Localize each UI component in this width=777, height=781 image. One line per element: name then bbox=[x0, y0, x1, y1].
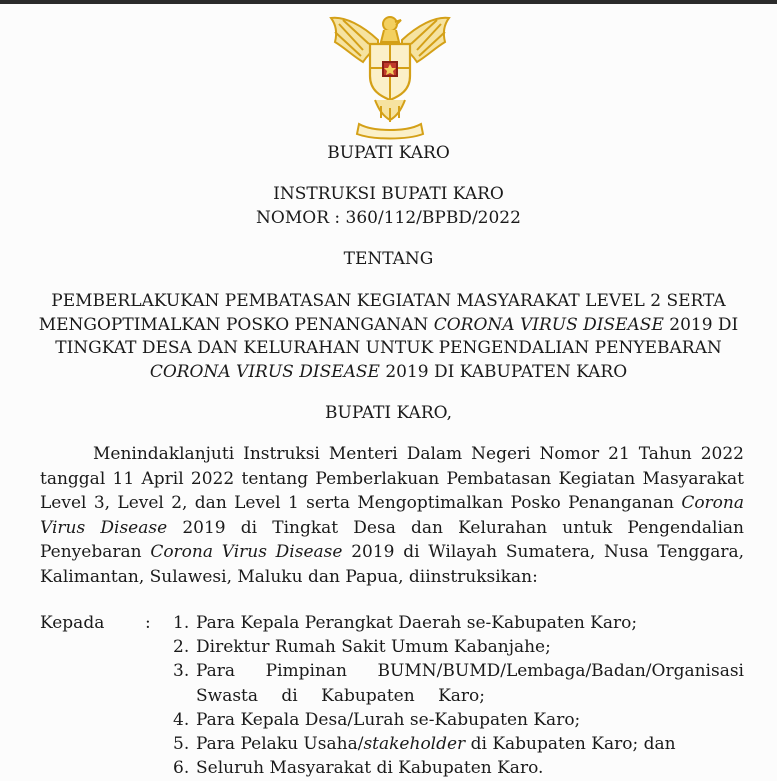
recipient-item: 5. Para Pelaku Usaha/stakeholder di Kabupaten Karo; dan bbox=[173, 734, 676, 755]
garuda-emblem-icon bbox=[323, 6, 457, 140]
recipient-item: 6. Seluruh Masyarakat di Kabupaten Karo. bbox=[173, 758, 544, 779]
title-line-4: CORONA VIRUS DISEASE 2019 DI KABUPATEN KARO bbox=[149, 361, 628, 382]
title-line-3: TINGKAT DESA DAN KELURAHAN UNTUK PENGENDALIAN PENYEBARAN bbox=[55, 338, 722, 358]
recipient-item: 4. Para Kepala Desa/Lurah se-Kabupaten Karo; bbox=[173, 709, 581, 730]
document-number: NOMOR : 360/112/BPBD/2022 bbox=[256, 208, 521, 228]
recipient-item: 3. Para Pimpinan BUMN/BUMD/Lembaga/Badan/Organisasi Swasta di Kabupaten Karo; bbox=[173, 661, 744, 706]
document-title bbox=[0, 290, 777, 384]
recipient-item: 1. Para Kepala Perangkat Daerah se-Kabupaten Karo; bbox=[173, 613, 638, 633]
official-heading: BUPATI KARO bbox=[327, 143, 450, 163]
title-line-1: PEMBERLAKUKAN PEMBATASAN KEGIATAN MASYARAKAT LEVEL 2 SERTA bbox=[51, 291, 726, 311]
recipients-label: Kepada bbox=[40, 613, 105, 633]
about-heading: TENTANG bbox=[343, 249, 434, 269]
document-type: INSTRUKSI BUPATI KARO bbox=[273, 184, 504, 204]
preamble-paragraph: Menindaklanjuti Instruksi Menteri Dalam Negeri Nomor 21 Tahun 2022 tanggal 11 April 2022 tentang Pemberlakuan Pembatasan Kegiatan Masyarakat Level 3, Level 2, dan Level 1 serta Mengoptimalkan Posko Penanganan Corona Virus Disease 2019 di Tingkat Desa dan Kelurahan untuk Pengendalian Penyebaran Corona Virus Disease 2019 di Wilayah Sumatera, Nusa Tenggara, Kalimantan, Sulawesi, Maluku dan Papua, diinstruksikan: bbox=[40, 444, 745, 587]
recipient-list bbox=[173, 611, 744, 780]
recipient-item: 2. Direktur Rumah Sakit Umum Kabanjahe; bbox=[173, 637, 551, 658]
title-line-2: MENGOPTIMALKAN POSKO PENANGANAN CORONA VIRUS DISEASE 2019 DI bbox=[38, 314, 739, 335]
recipients-colon: : bbox=[145, 613, 151, 633]
top-edge-bar bbox=[0, 0, 777, 4]
salutation: BUPATI KARO, bbox=[325, 403, 452, 423]
